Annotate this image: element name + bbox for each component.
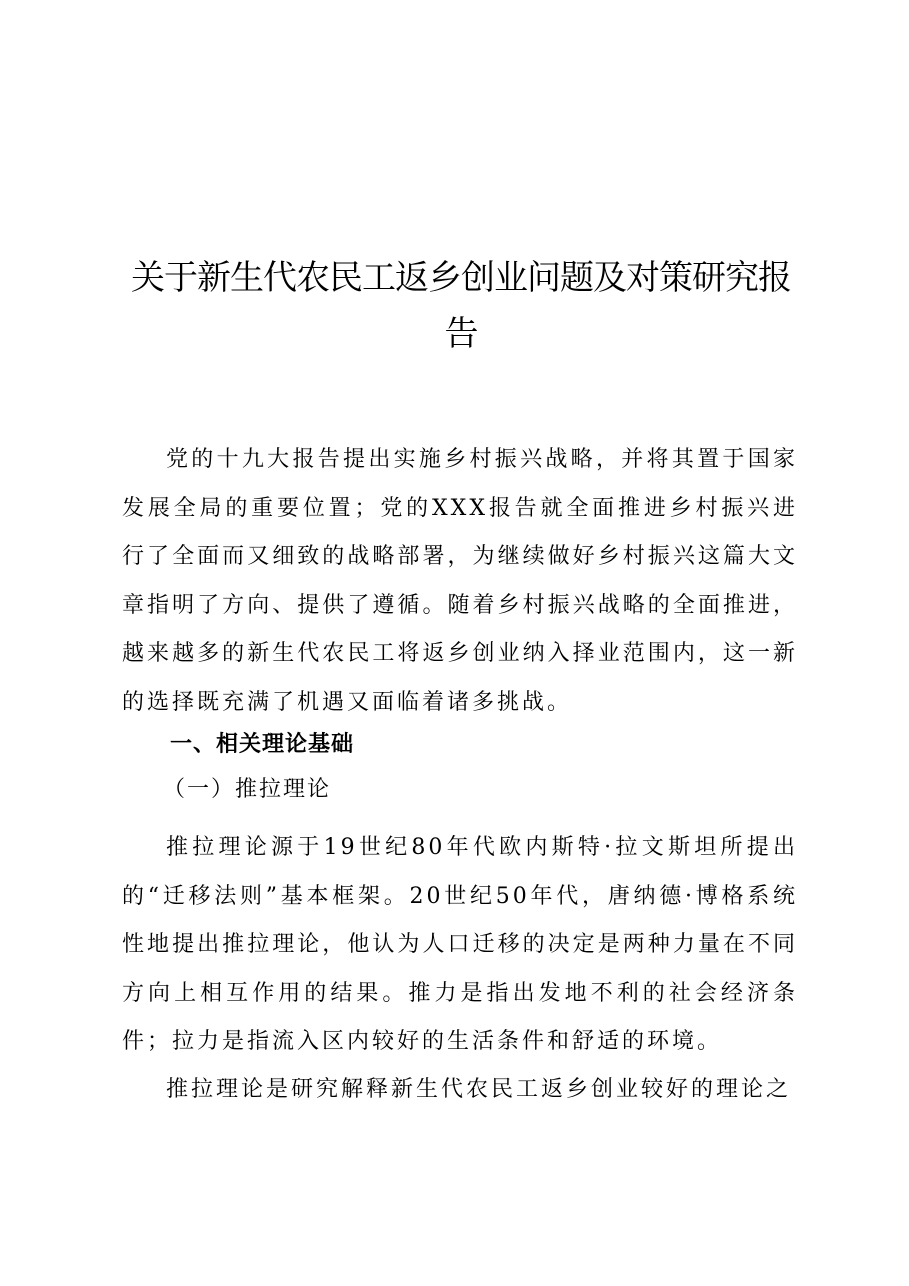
document-title: 关于新生代农民工返乡创业问题及对策研究报告 [131, 258, 791, 354]
paragraph-push-pull-origin: 推拉理论源于19世纪80年代欧内斯特·拉文斯坦所提出的“迁移法则”基本框架。20世纪50年代，唐纳德·博格系统性地提出推拉理论，他认为人口迁移的决定是两种力量在不同方向上相互作用的结果。推力是指出发地不利的社会经济条件；拉力是指流入区内较好的生活条件和舒适的环境。 [122, 835, 798, 1054]
paragraph-push-pull-application: 推拉理论是研究解释新生代农民工返乡创业较好的理论之 [166, 1077, 792, 1102]
section-heading-theory: 一、相关理论基础 [170, 732, 355, 757]
paragraph-intro: 党的十九大报告提出实施乡村振兴战略，并将其置于国家发展全局的重要位置；党的XXX报告就全面推进乡村振兴进行了全面而又细致的战略部署，为继续做好乡村振兴这篇大文章指明了方向、提供了遵循。随着乡村振兴战略的全面推进，越来越多的新生代农民工将返乡创业纳入择业范围内，这一新的选择既充满了机遇又面临着诸多挑战。 [122, 447, 798, 715]
subsection-heading-push-pull: （一）推拉理论 [163, 777, 332, 802]
